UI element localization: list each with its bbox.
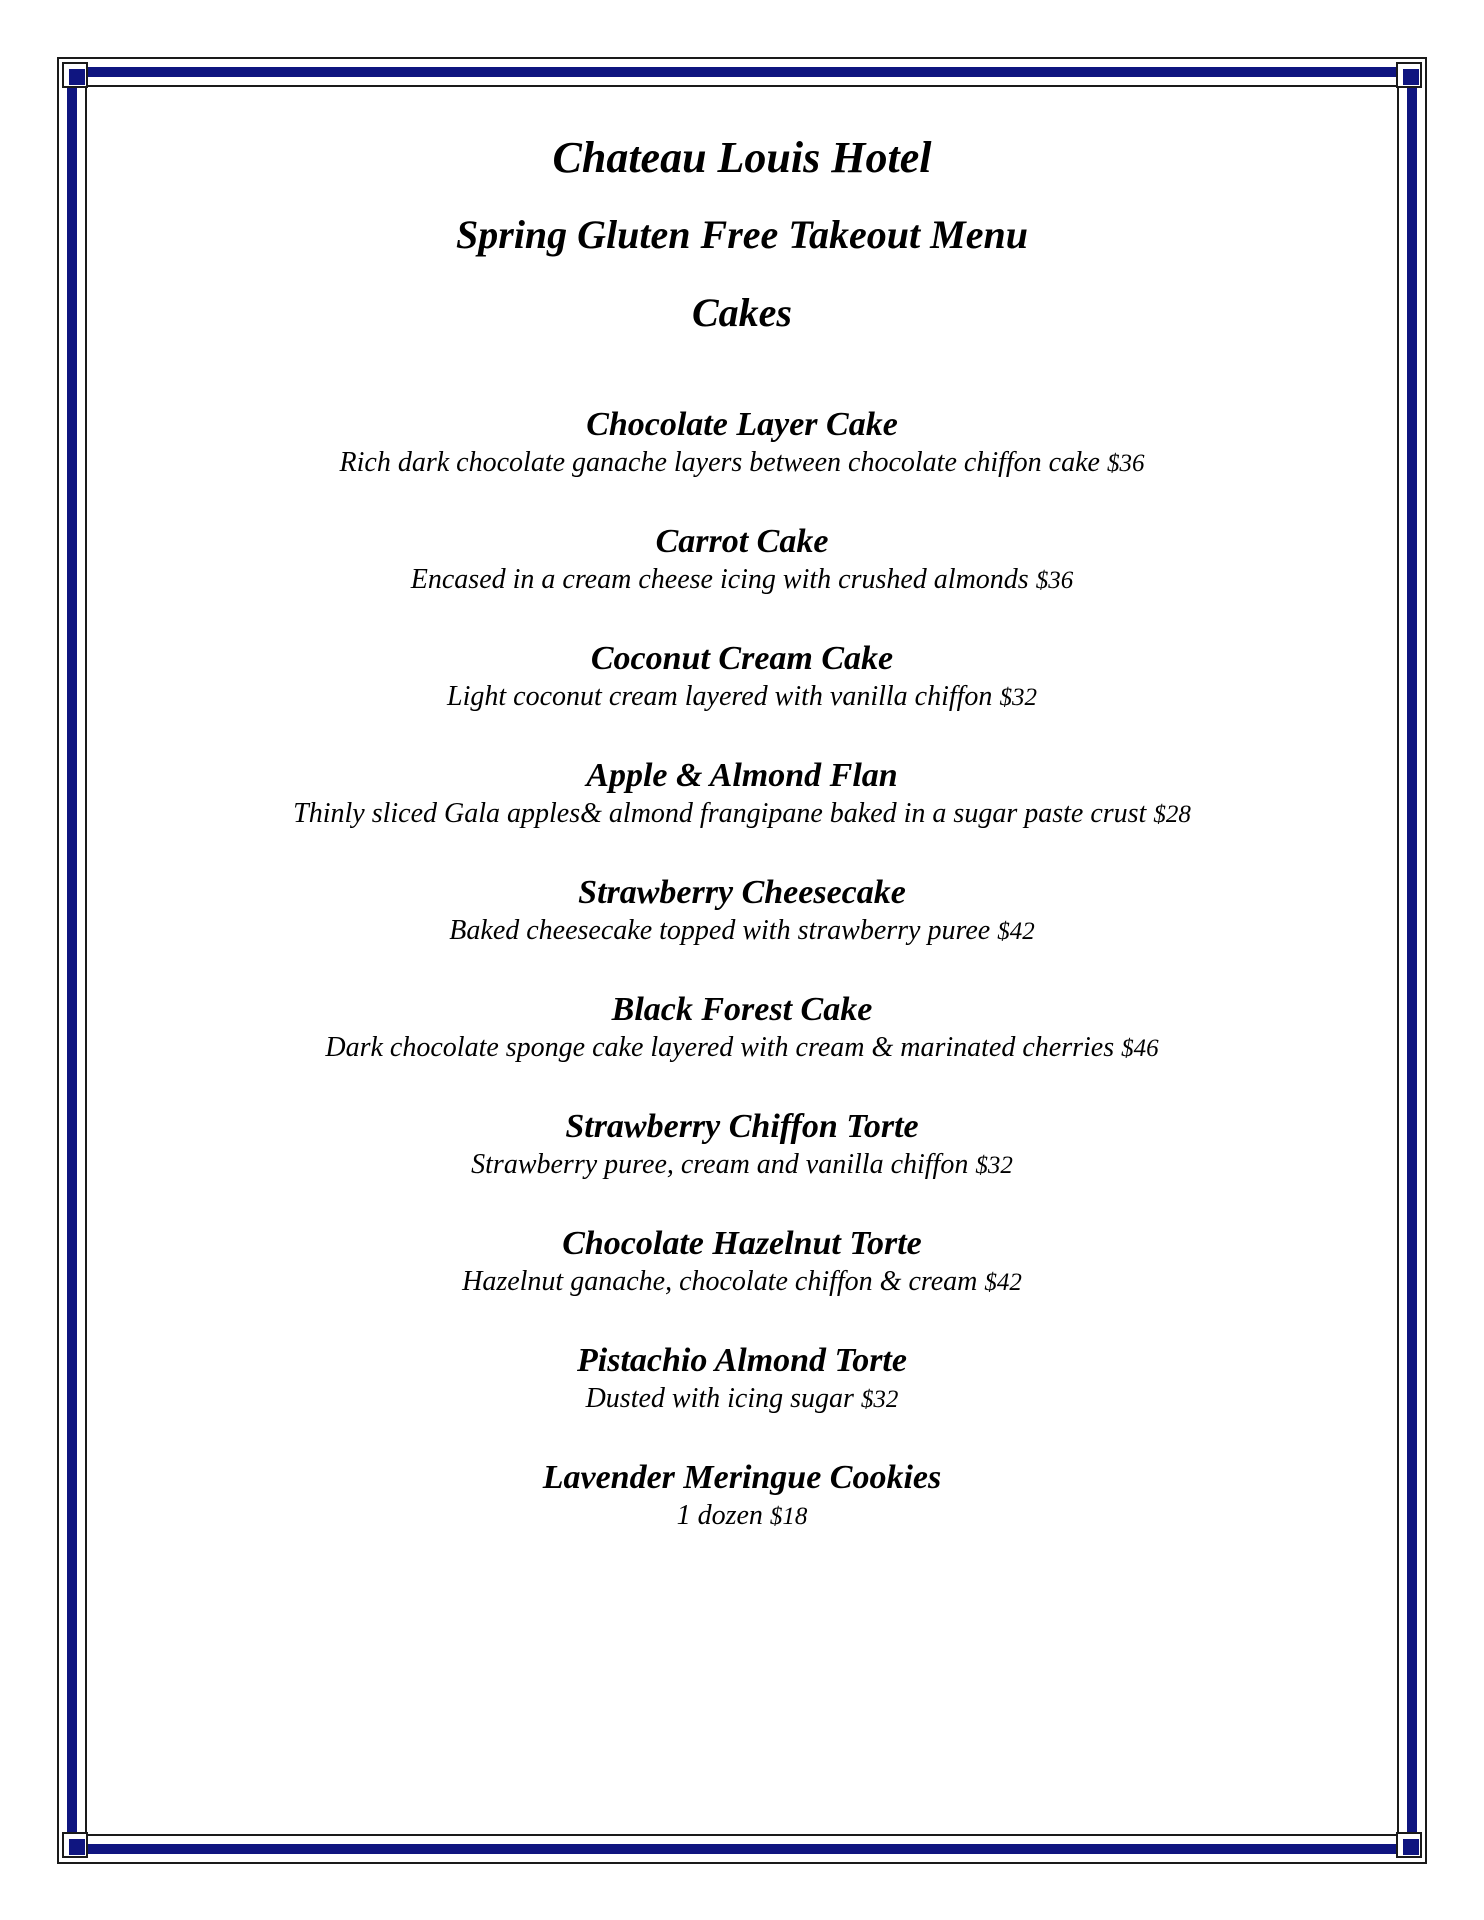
menu-item-name: Apple & Almond Flan — [586, 757, 898, 794]
menu-content — [100, 128, 1384, 1574]
menu-title: Spring Gluten Free Takeout Menu — [456, 212, 1028, 257]
menu-item-description-line — [100, 914, 1384, 949]
menu-item-description-line — [100, 1265, 1384, 1300]
menu-item-description: Baked cheesecake topped with strawberry puree — [449, 915, 991, 946]
menu-item-name: Carrot Cake — [655, 523, 829, 560]
menu-item-description: Dusted with icing sugar — [585, 1383, 854, 1414]
menu-item-price: $18 — [769, 1503, 808, 1530]
menu-item-description-line — [100, 446, 1384, 481]
section-title: Cakes — [692, 290, 792, 335]
menu-item — [100, 404, 1384, 481]
menu-item-list — [100, 404, 1384, 1534]
menu-item — [100, 521, 1384, 598]
menu-item-description-line — [100, 1031, 1384, 1066]
menu-item — [100, 872, 1384, 949]
menu-item-name: Coconut Cream Cake — [590, 640, 894, 677]
menu-item-name: Strawberry Cheesecake — [578, 874, 906, 911]
border-corner-bottom-right — [1396, 1832, 1422, 1858]
menu-item — [100, 1106, 1384, 1183]
menu-item — [100, 1457, 1384, 1534]
menu-item-description-line — [100, 1382, 1384, 1417]
menu-item-price: $32 — [860, 1386, 899, 1413]
menu-item-description-line — [100, 680, 1384, 715]
menu-item-description: Thinly sliced Gala apples& almond frangipane baked in a sugar paste crust — [293, 798, 1147, 829]
menu-item-price: $32 — [975, 1152, 1013, 1179]
menu-item-name: Chocolate Hazelnut Torte — [562, 1225, 922, 1262]
menu-item — [100, 638, 1384, 715]
menu-item-description-line — [100, 1148, 1384, 1183]
menu-item-description: Encased in a cream cheese icing with crushed almonds — [410, 564, 1029, 595]
menu-item — [100, 1340, 1384, 1417]
menu-item-description-line — [100, 563, 1384, 598]
menu-item-price: $36 — [1106, 450, 1145, 477]
menu-item-description-line — [100, 1499, 1384, 1534]
menu-item-name: Black Forest Cake — [611, 991, 873, 1028]
border-corner-top-right — [1396, 62, 1422, 88]
menu-item-price: $42 — [984, 1269, 1022, 1296]
menu-item-price: $46 — [1121, 1035, 1159, 1062]
menu-item-name: Pistachio Almond Torte — [577, 1342, 907, 1379]
menu-item — [100, 989, 1384, 1066]
menu-item-price: $32 — [999, 684, 1037, 711]
menu-item-name: Chocolate Layer Cake — [586, 406, 898, 443]
menu-item-price: $28 — [1153, 801, 1191, 828]
menu-item-description-line — [100, 797, 1384, 832]
menu-item-description: Rich dark chocolate ganache layers between chocolate chiffon cake — [339, 447, 1100, 478]
menu-item — [100, 755, 1384, 832]
menu-item — [100, 1223, 1384, 1300]
menu-item-name: Strawberry Chiffon Torte — [565, 1108, 919, 1145]
hotel-name: Chateau Louis Hotel — [552, 133, 932, 182]
menu-item-description: 1 dozen — [676, 1500, 763, 1531]
border-corner-bottom-left — [62, 1832, 88, 1858]
menu-item-description: Hazelnut ganache, chocolate chiffon & cream — [462, 1266, 978, 1297]
menu-item-price: $36 — [1035, 567, 1074, 594]
menu-item-description: Light coconut cream layered with vanilla chiffon — [447, 681, 993, 712]
menu-item-description: Dark chocolate sponge cake layered with cream & marinated cherries — [325, 1032, 1115, 1063]
menu-item-price: $42 — [997, 918, 1035, 945]
menu-item-description: Strawberry puree, cream and vanilla chiffon — [471, 1149, 969, 1180]
border-corner-top-left — [62, 62, 88, 88]
menu-item-name: Lavender Meringue Cookies — [542, 1459, 942, 1496]
